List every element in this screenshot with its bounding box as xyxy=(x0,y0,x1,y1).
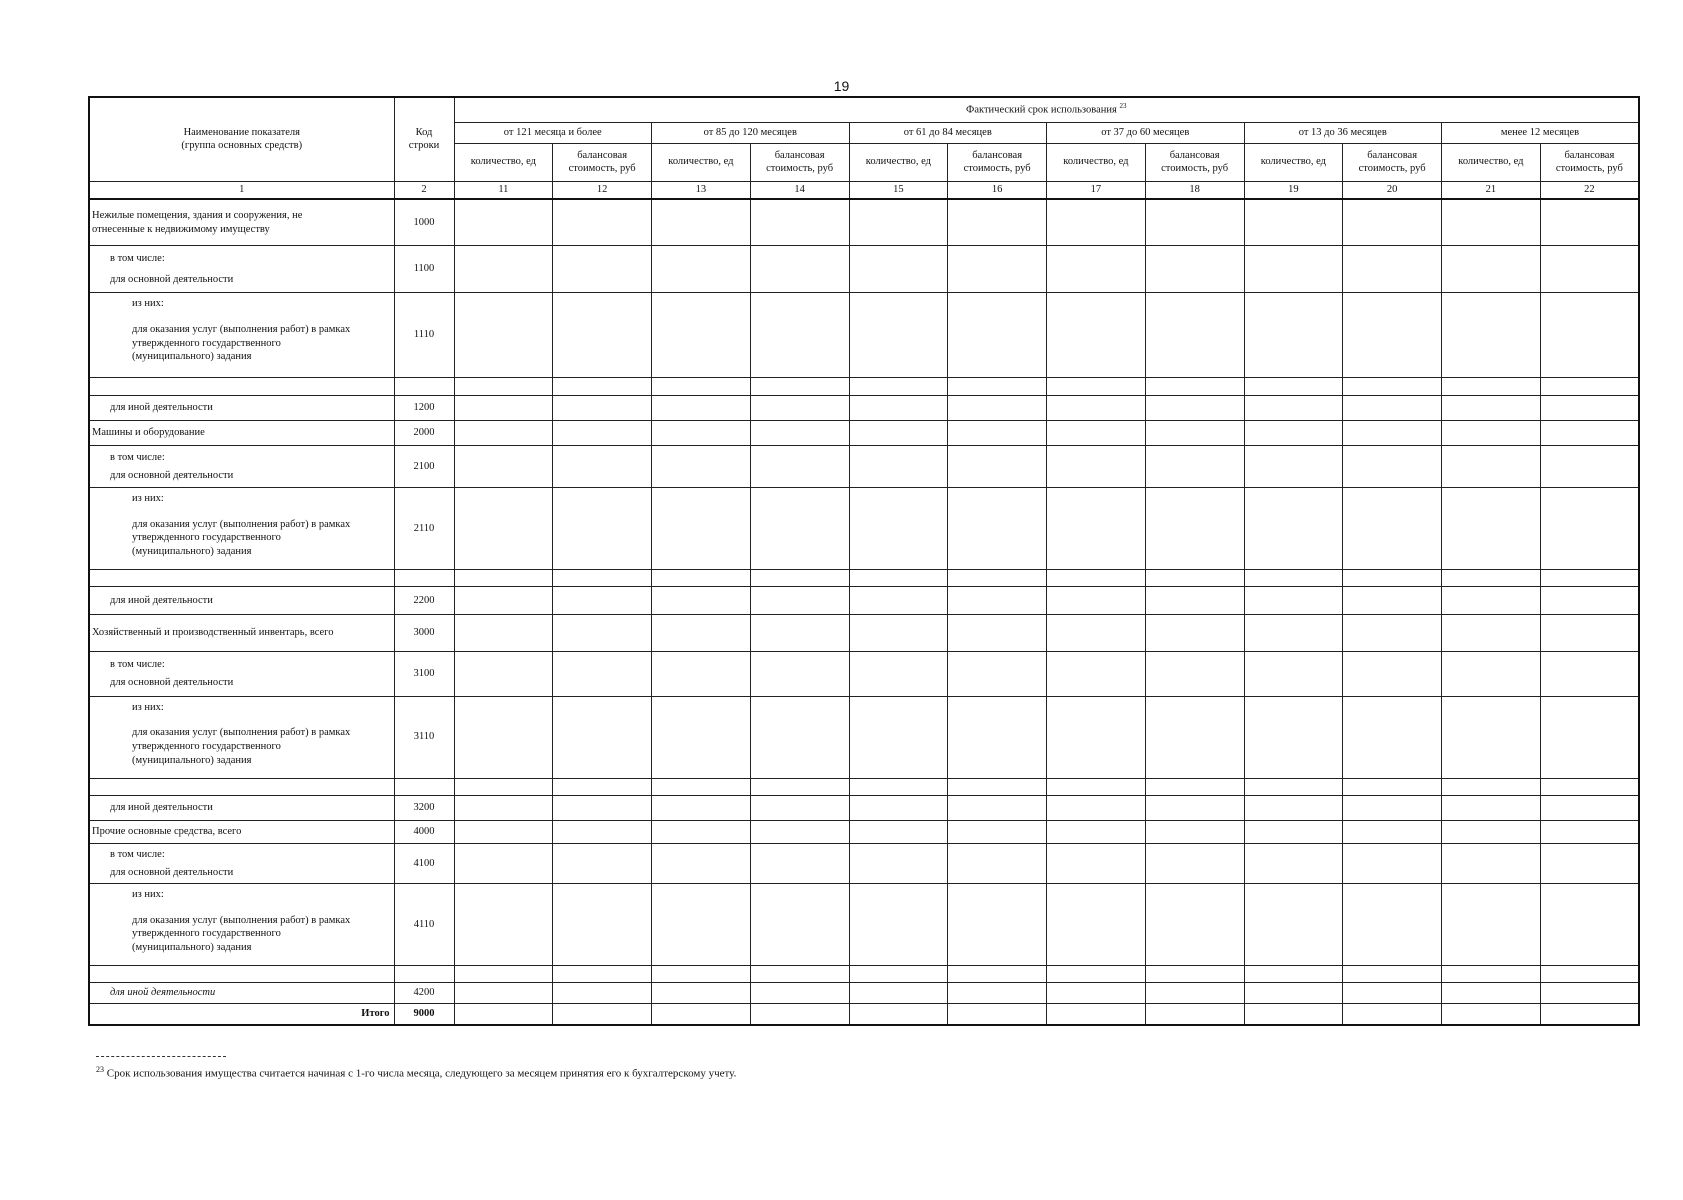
table-row xyxy=(89,820,1639,843)
footnote-separator xyxy=(96,1056,226,1057)
column-number: 1 xyxy=(89,181,394,199)
header-period: от 121 месяца и более xyxy=(454,122,652,143)
row-name: из них: для оказания услуг (выполнения работ) в рамках утвержденного государственного (муниципального) задания xyxy=(89,696,394,778)
row-code: 4000 xyxy=(394,820,454,843)
table-row xyxy=(89,488,1639,570)
row-name: из них: для оказания услуг (выполнения работ) в рамках утвержденного государственного (муниципального) задания xyxy=(89,488,394,570)
row-name: в том числе: для основной деятельности xyxy=(89,446,394,488)
row-code: 4110 xyxy=(394,884,454,966)
table-row xyxy=(89,696,1639,778)
header-row-1 xyxy=(89,97,1639,122)
row-name: Машины и оборудование xyxy=(89,420,394,445)
header-row-code: Код строки xyxy=(394,97,454,181)
column-number: 14 xyxy=(750,181,849,199)
header-quantity: количество, ед xyxy=(1244,143,1343,181)
total-label: Итого xyxy=(89,1004,394,1025)
spacer-row xyxy=(89,377,1639,395)
table-row xyxy=(89,446,1639,488)
row-code: 1200 xyxy=(394,395,454,420)
header-balance-cost: балансовая стоимость, руб xyxy=(1145,143,1244,181)
row-code: 3100 xyxy=(394,652,454,696)
table-row xyxy=(89,395,1639,420)
row-name: в том числе: для основной деятельности xyxy=(89,844,394,884)
total-code: 9000 xyxy=(394,1004,454,1025)
table-row xyxy=(89,199,1639,245)
spacer-row xyxy=(89,570,1639,587)
column-number: 22 xyxy=(1540,181,1639,199)
row-code: 4100 xyxy=(394,844,454,884)
header-quantity: количество, ед xyxy=(454,143,553,181)
table-row xyxy=(89,420,1639,445)
table-row xyxy=(89,614,1639,652)
spacer-row xyxy=(89,778,1639,795)
column-number: 18 xyxy=(1145,181,1244,199)
header-quantity: количество, ед xyxy=(652,143,751,181)
header-actual-term: Фактический срок использования $^{23}$ xyxy=(454,97,1639,122)
row-name: для иной деятельности xyxy=(89,983,394,1004)
table-row xyxy=(89,844,1639,884)
column-number: 19 xyxy=(1244,181,1343,199)
footnote-text: Срок использования имущества считается начиная с 1-го числа месяца, следующего за месяцем принятия его к бухгалтерскому учету. xyxy=(106,1067,737,1080)
row-code: 2000 xyxy=(394,420,454,445)
table-row xyxy=(89,652,1639,696)
header-period: менее 12 месяцев xyxy=(1442,122,1640,143)
footnote xyxy=(96,1065,736,1080)
row-name: для иной деятельности xyxy=(89,395,394,420)
page-number: 19 xyxy=(833,78,850,94)
column-number: 16 xyxy=(948,181,1047,199)
row-name: из них: для оказания услуг (выполнения работ) в рамках утвержденного государственного (муниципального) задания xyxy=(89,293,394,377)
row-code: 2110 xyxy=(394,488,454,570)
row-name: Нежилые помещения, здания и сооружения, не отнесенные к недвижимому имуществу xyxy=(89,199,394,245)
header-balance-cost: балансовая стоимость, руб xyxy=(750,143,849,181)
header-balance-cost: балансовая стоимость, руб xyxy=(1343,143,1442,181)
footnote-ref: 23 xyxy=(1119,102,1127,111)
header-indicator-name: Наименование показателя (группа основных средств) xyxy=(89,97,394,181)
header-balance-cost: балансовая стоимость, руб xyxy=(948,143,1047,181)
header-quantity: количество, ед xyxy=(1442,143,1541,181)
column-number: 12 xyxy=(553,181,652,199)
column-numbers-row xyxy=(89,181,1639,199)
header-balance-cost: балансовая стоимость, руб xyxy=(553,143,652,181)
row-name: из них: для оказания услуг (выполнения работ) в рамках утвержденного государственного (муниципального) задания xyxy=(89,884,394,966)
table-row xyxy=(89,245,1639,292)
row-code: 2200 xyxy=(394,587,454,614)
header-quantity: количество, ед xyxy=(1047,143,1146,181)
row-code: 3200 xyxy=(394,795,454,820)
column-number: 13 xyxy=(652,181,751,199)
spacer-row xyxy=(89,966,1639,983)
column-number: 21 xyxy=(1442,181,1541,199)
row-code: 4200 xyxy=(394,983,454,1004)
column-number: 2 xyxy=(394,181,454,199)
row-name: для иной деятельности xyxy=(89,795,394,820)
row-code: 1000 xyxy=(394,199,454,245)
column-number: 20 xyxy=(1343,181,1442,199)
header-period: от 61 до 84 месяцев xyxy=(849,122,1047,143)
column-number: 17 xyxy=(1047,181,1146,199)
total-row xyxy=(89,1004,1639,1025)
row-code: 1100 xyxy=(394,245,454,292)
table-row xyxy=(89,884,1639,966)
row-code: 3000 xyxy=(394,614,454,652)
row-name: Хозяйственный и производственный инвентарь, всего xyxy=(89,614,394,652)
table-row xyxy=(89,587,1639,614)
row-code: 2100 xyxy=(394,446,454,488)
column-number: 15 xyxy=(849,181,948,199)
row-name: в том числе: для основной деятельности xyxy=(89,652,394,696)
row-name: Прочие основные средства, всего xyxy=(89,820,394,843)
fixed-assets-table xyxy=(88,96,1640,1026)
header-quantity: количество, ед xyxy=(849,143,948,181)
row-code: 1110 xyxy=(394,293,454,377)
header-period: от 85 до 120 месяцев xyxy=(652,122,850,143)
table-row xyxy=(89,795,1639,820)
table-row xyxy=(89,293,1639,377)
header-period: от 37 до 60 месяцев xyxy=(1047,122,1245,143)
header-period: от 13 до 36 месяцев xyxy=(1244,122,1442,143)
row-name: в том числе: для основной деятельности xyxy=(89,245,394,292)
column-number: 11 xyxy=(454,181,553,199)
header-balance-cost: балансовая стоимость, руб xyxy=(1540,143,1639,181)
table-row xyxy=(89,983,1639,1004)
row-name: для иной деятельности xyxy=(89,587,394,614)
footnote-mark: 23 xyxy=(96,1065,104,1074)
row-code: 3110 xyxy=(394,696,454,778)
